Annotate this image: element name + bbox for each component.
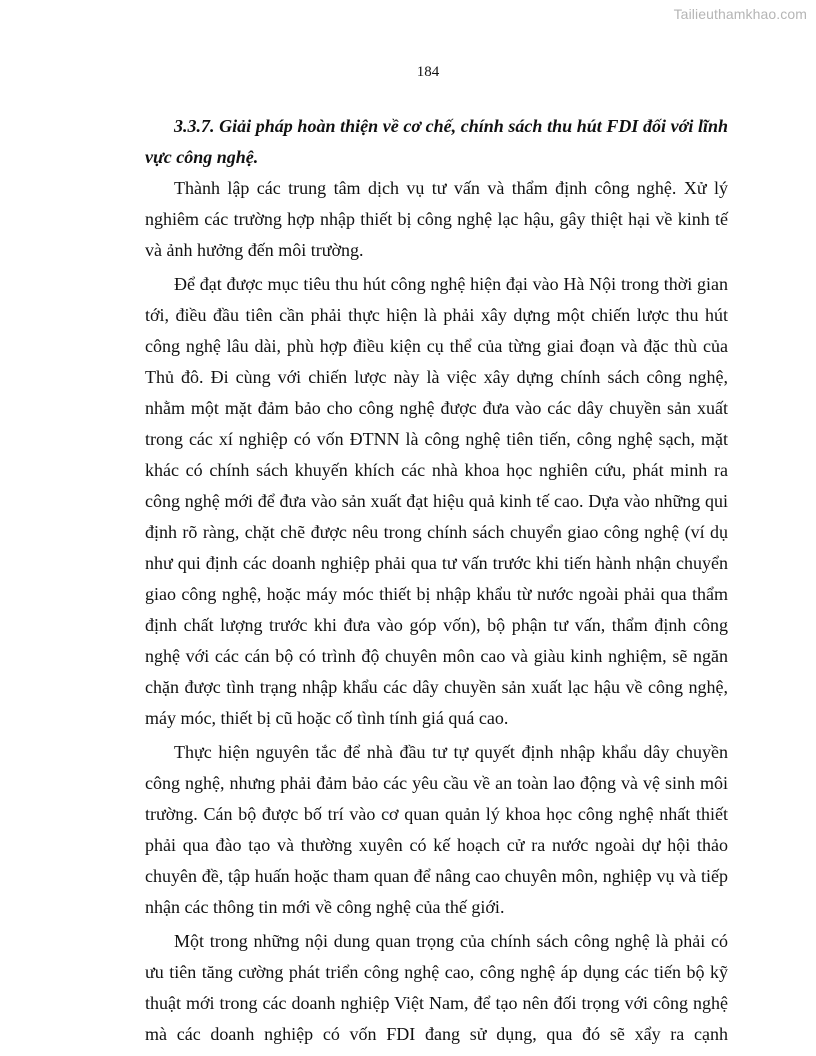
paragraph: Một trong những nội dung quan trọng của chính sách công nghệ là phải có ưu tiên tăng cường phát triển công nghệ cao, công nghệ áp dụng các tiến bộ kỹ thuật mới trong các doanh nghiệp Việt Nam, để tạo nên đối trọng với công nghệ mà các doanh nghiệp có vốn FDI đang sử dụng, qua đó sẽ xẩy ra cạnh [145, 931, 728, 1044]
watermark: Tailieuthamkhao.com [673, 6, 807, 22]
document-body [145, 111, 728, 1053]
paragraph: Thành lập các trung tâm dịch vụ tư vấn và thẩm định công nghệ. Xử lý nghiêm các trường hợp nhập thiết bị công nghệ lạc hậu, gây thiệt hại về kinh tế và ảnh hưởng đến môi trường. [145, 178, 728, 260]
page-number: 184 [416, 64, 440, 80]
paragraph: Thực hiện nguyên tắc để nhà đầu tư tự quyết định nhập khẩu dây chuyền công nghệ, nhưng phải đảm bảo các yêu cầu về an toàn lao động và vệ sinh môi trường. Cán bộ được bố trí vào cơ quan quản lý khoa học công nghệ nhất thiết phải qua đào tạo và thường xuyên có kế hoạch cử ra nước ngoài dự hội thảo chuyên đề, tập huấn hoặc tham quan để nâng cao chuyên môn, nghiệp vụ và tiếp nhận các thông tin mới về công nghệ của thế giới. [145, 742, 728, 917]
section-heading: 3.3.7. Giải pháp hoàn thiện về cơ chế, chính sách thu hút FDI đối với lĩnh vực công nghệ. [145, 116, 728, 167]
paragraph: Để đạt được mục tiêu thu hút công nghệ hiện đại vào Hà Nội trong thời gian tới, điều đầu tiên cần phải thực hiện là phải xây dựng một chiến lược thu hút công nghệ lâu dài, phù hợp điều kiện cụ thể của từng giai đoạn và đặc thù của Thủ đô. Đi cùng với chiến lược này là việc xây dựng chính sách công nghệ, nhằm một mặt đảm bảo cho công nghệ được đưa vào các dây chuyền sản xuất trong các xí nghiệp có vốn ĐTNN là công nghệ tiên tiến, công nghệ sạch, mặt khác có chính sách khuyến khích các nhà khoa học nghiên cứu, phát minh ra công nghệ mới để đưa vào sản xuất đạt hiệu quả kinh tế cao. Dựa vào những qui định rõ ràng, chặt chẽ được nêu trong chính sách chuyển giao công nghệ (ví dụ như qui định các doanh nghiệp phải qua tư vấn trước khi tiến hành nhận chuyển giao công nghệ, hoặc máy móc thiết bị nhập khẩu từ nước ngoài phải qua thẩm định chất lượng trước khi đưa vào góp vốn), bộ phận tư vấn, thẩm định công nghệ với các cán bộ có trình độ chuyên môn cao và giàu kinh nghiệm, sẽ ngăn chặn được tình trạng nhập khẩu các dây chuyền sản xuất lạc hậu về công nghệ, máy móc, thiết bị cũ hoặc cố tình tính giá quá cao. [145, 274, 728, 728]
